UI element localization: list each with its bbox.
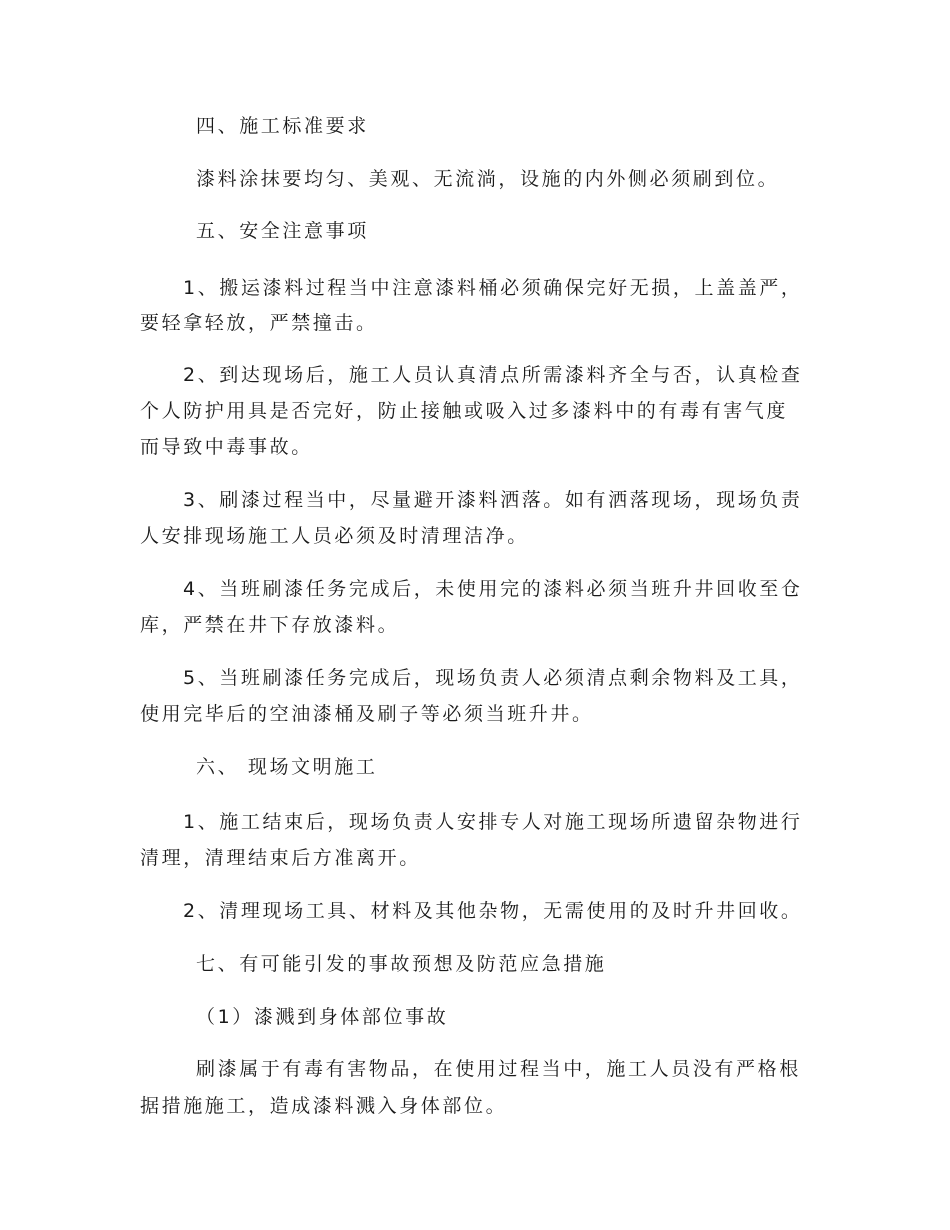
paragraph-line: 库，严禁在井下存放漆料。 bbox=[140, 614, 400, 636]
heading-accident-prevention: 七、有可能引发的事故预想及防范应急措施 bbox=[196, 953, 607, 975]
paragraph-line: 4、当班刷漆任务完成后，未使用完的漆料必须当班升井回收至仓 bbox=[183, 578, 803, 600]
paragraph-line: 人安排现场施工人员必须及时清理洁净。 bbox=[140, 525, 529, 547]
paragraph-line: 而导致中毒事故。 bbox=[140, 436, 313, 458]
heading-construction-standards: 四、施工标准要求 bbox=[196, 115, 369, 137]
heading-safety-notes: 五、安全注意事项 bbox=[196, 220, 369, 242]
subheading-paint-splash: （1）漆溅到身体部位事故 bbox=[196, 1006, 449, 1028]
paragraph-line: 个人防护用具是否完好，防止接触或吸入过多漆料中的有毒有害气度 bbox=[140, 400, 789, 422]
paragraph-line: 要轻拿轻放，严禁撞击。 bbox=[140, 312, 378, 334]
paragraph-line: 刷漆属于有毒有害物品，在使用过程当中，施工人员没有严格根 bbox=[196, 1058, 801, 1080]
paragraph-line: 2、到达现场后，施工人员认真清点所需漆料齐全与否，认真检查 bbox=[183, 364, 803, 386]
paragraph-line: 清理，清理结束后方准离开。 bbox=[140, 847, 421, 869]
paragraph-line: 1、施工结束后，现场负责人安排专人对施工现场所遗留杂物进行 bbox=[183, 811, 803, 833]
paragraph-line: 2、清理现场工具、材料及其他杂物，无需使用的及时升井回收。 bbox=[183, 900, 803, 922]
paragraph-line: 使用完毕后的空油漆桶及刷子等必须当班升井。 bbox=[140, 703, 594, 725]
paragraph-line: 漆料涂抹要均匀、美观、无流淌，设施的内外侧必须刷到位。 bbox=[196, 168, 780, 190]
heading-civilized-construction: 六、 现场文明施工 bbox=[196, 756, 378, 778]
paragraph-line: 据措施施工，造成漆料溅入身体部位。 bbox=[140, 1095, 508, 1117]
paragraph-line: 1、搬运漆料过程当中注意漆料桶必须确保完好无损，上盖盖严， bbox=[183, 277, 803, 299]
paragraph-line: 5、当班刷漆任务完成后，现场负责人必须清点剩余物料及工具， bbox=[183, 667, 803, 689]
paragraph-line: 3、刷漆过程当中，尽量避开漆料洒落。如有洒落现场，现场负责 bbox=[183, 489, 803, 511]
